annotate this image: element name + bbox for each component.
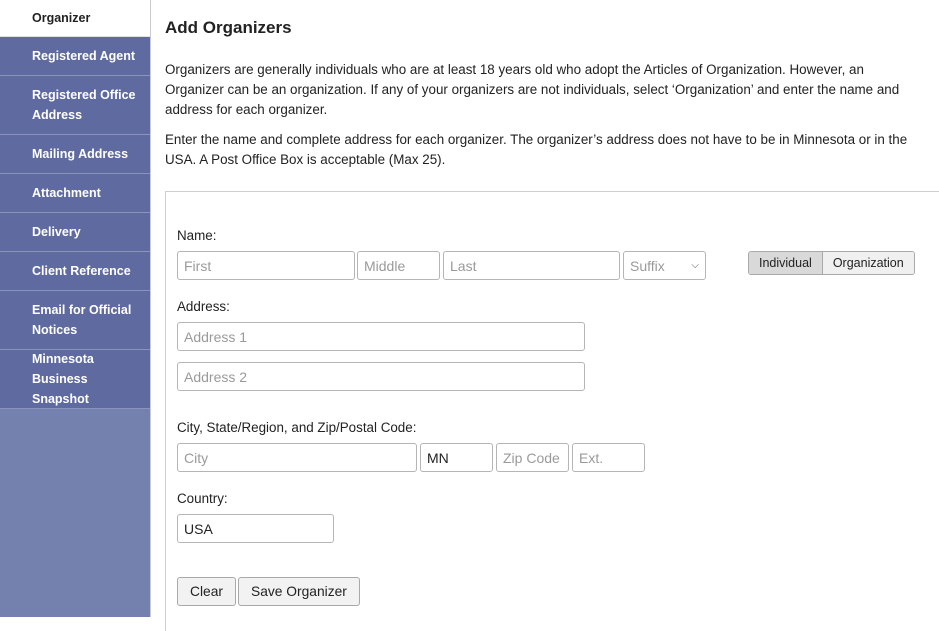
sidebar-item-label: Registered Office Address xyxy=(32,88,136,122)
individual-toggle-button[interactable]: Individual xyxy=(749,252,823,274)
city-input[interactable] xyxy=(177,443,417,472)
clear-button[interactable]: Clear xyxy=(177,577,236,606)
sidebar-item-label: Client Reference xyxy=(32,264,131,278)
country-label: Country: xyxy=(177,491,228,506)
city-state-zip-label: City, State/Region, and Zip/Postal Code: xyxy=(177,420,417,435)
address2-input[interactable] xyxy=(177,362,585,391)
organization-toggle-button[interactable]: Organization xyxy=(823,252,914,274)
instructions-paragraph: Enter the name and complete address for each organizer. The organizer’s address does not have to be in Minnesota or in the USA. A Post Office Box is acceptable (Max 25). xyxy=(165,132,908,167)
first-name-input[interactable] xyxy=(177,251,355,280)
address1-input[interactable] xyxy=(177,322,585,351)
intro-paragraph: Organizers are generally individuals who are at least 18 years old who adopt the Articles of Organization. However, an Organizer can be an organization. If any of your organizers are not individuals, select ‘Organization’ and enter the name and address for each organizer. xyxy=(165,62,900,117)
sidebar-nav xyxy=(0,0,151,617)
page-title: Add Organizers xyxy=(165,18,292,37)
name-label: Name: xyxy=(177,228,217,243)
suffix-select-value: Suffix xyxy=(630,257,665,274)
sidebar-item-label: Registered Agent xyxy=(32,49,136,63)
zip-code-input[interactable] xyxy=(496,443,569,472)
sidebar-item-registered-agent[interactable] xyxy=(0,37,150,76)
sidebar-item-client-reference[interactable] xyxy=(0,252,150,291)
last-name-input[interactable] xyxy=(443,251,620,280)
state-input[interactable] xyxy=(420,443,493,472)
sidebar-item-label: Attachment xyxy=(32,186,101,200)
middle-name-input[interactable] xyxy=(357,251,440,280)
sidebar-item-label: Minnesota Business Snapshot xyxy=(32,352,94,406)
suffix-select[interactable] xyxy=(623,251,706,280)
sidebar-item-label: Organizer xyxy=(32,11,91,25)
sidebar-item-minnesota-business-snapshot[interactable] xyxy=(0,350,150,409)
sidebar-item-delivery[interactable] xyxy=(0,213,150,252)
organizer-type-toggle xyxy=(748,251,915,275)
address-label: Address: xyxy=(177,299,230,314)
sidebar-item-label: Delivery xyxy=(32,225,81,239)
sidebar-item-organizer[interactable] xyxy=(0,0,150,37)
sidebar-item-label: Mailing Address xyxy=(32,147,129,161)
sidebar-item-registered-office-address[interactable] xyxy=(0,76,150,135)
zip-ext-input[interactable] xyxy=(572,443,645,472)
country-input[interactable] xyxy=(177,514,334,543)
sidebar-item-attachment[interactable] xyxy=(0,174,150,213)
chevron-down-icon: ⌵ xyxy=(691,260,699,271)
sidebar-item-mailing-address[interactable] xyxy=(0,135,150,174)
sidebar-item-email-for-official-notices[interactable] xyxy=(0,291,150,350)
sidebar-item-label: Email for Official Notices xyxy=(32,303,132,337)
save-organizer-button[interactable]: Save Organizer xyxy=(238,577,360,606)
